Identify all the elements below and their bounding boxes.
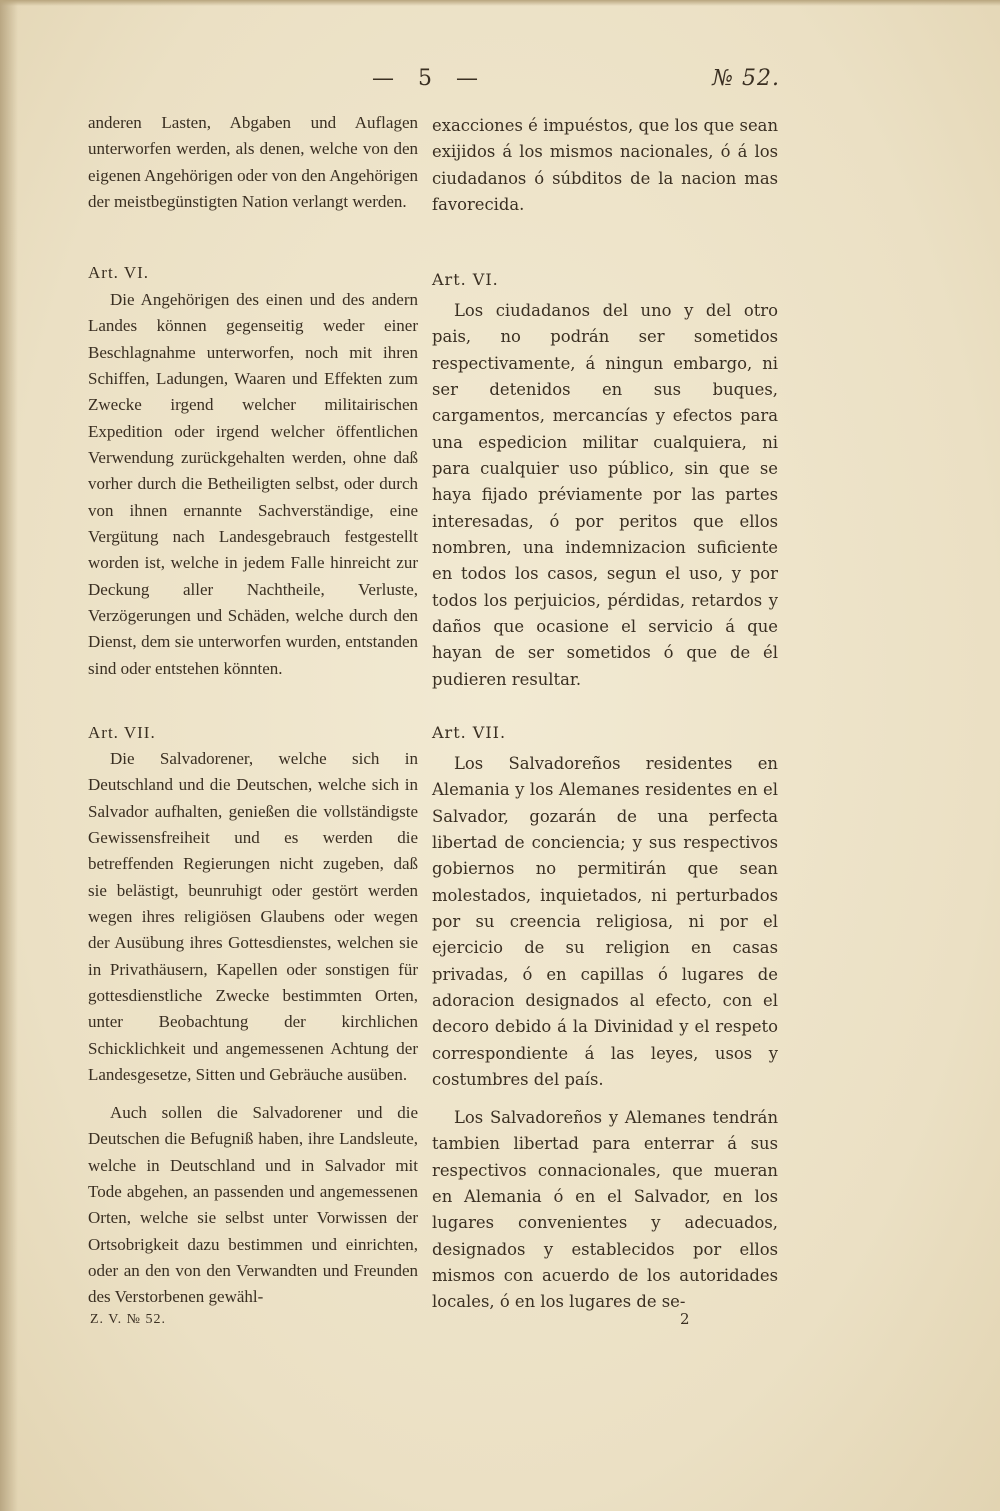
sheet-number: 2	[680, 1310, 690, 1328]
german-article-7-heading: Art. VII.	[88, 723, 156, 742]
spanish-article-7-paragraph-1: Los Salvadoreños residentes en Alemania y los Alemanes residentes en el Salvador, gozarán de una perfecta libertad de conciencia; y sus respectivos gobiernos no permitirán que sean molestados, inquietados, ni perturbados por su creencia religiosa, ni por el ejercicio de su religion en casas privadas, ó en capillas ó lugares de adoracion designados al efecto, con el decoro debido á la Divinidad y el respeto correspondiente á las leyes, usos y costumbres del país.	[432, 754, 778, 1090]
gutter-shadow	[0, 0, 18, 1511]
page-top-edge	[0, 0, 1000, 6]
page-number: 5	[418, 66, 432, 91]
spanish-article-7-paragraph-2: Los Salvadoreños y Alemanes tendrán tambien libertad para enterrar á sus respectivos connacionales, que mueran en Alemania ó en el Salvador, en los lugares convenientes y adecuados, designados y establecidos por ellos mismos con acuerdo de los autoridades locales, ó en los lugares de se-	[432, 1108, 778, 1312]
spanish-article-7-heading: Art. VII.	[432, 723, 507, 742]
header-dash-left: —	[372, 66, 394, 91]
page-header	[360, 66, 780, 96]
german-intro-paragraph: anderen Lasten, Abgaben und Auflagen unterworfen werden, als denen, welche von den eigenen Angehörigen oder von den Angehörigen der meistbegünstigten Nation verlangt werden.	[88, 113, 418, 212]
german-article-6-heading: Art. VI.	[88, 263, 150, 282]
spanish-intro-paragraph: exacciones é impuéstos, que los que sean exijidos á los mismos nacionales, ó á los ciudadanos ó súbditos de la nacion mas favorecida.	[432, 116, 778, 215]
spanish-article-6-heading: Art. VI.	[432, 270, 499, 289]
german-article-7-paragraph-2: Auch sollen die Salvadorener und die Deutschen die Befugniß haben, ihre Landsleute, welche in Deutschland und in Salvador mit Tode abgehen, an passenden und angemessenen Orten, welche sie selbst unter Vorwissen der Ortsobrigkeit dazu bestimmen und einrichten, oder an den von den Verwandten und Freunden des Verstorbenen gewähl-	[88, 1103, 418, 1307]
german-article-7-paragraph-1: Die Salvadorener, welche sich in Deutschland und die Deutschen, welche sich in Salvador aufhalten, genießen die vollständigste Gewissensfreiheit und es werden die betreffenden Regierungen nicht zugeben, daß sie belästigt, beunruhigt oder gestört werden wegen ihres religiösen Glaubens oder wegen der Ausübung ihres Gottesdienstes, welchen sie in Privathäusern, Kapellen oder sonstigen für gottesdienstliche Zwecke bestimmten Orten, unter Beobachtung der kirchlichen Schicklichkeit und angemessenen Achtung der Landesgesetze, Sitten und Gebräuche ausüben.	[88, 749, 418, 1085]
spanish-article-6-text: Los ciudadanos del uno y del otro pais, no podrán ser sometidos respectivamente, á ningun embargo, ni ser detenidos en sus buques, cargamentos, mercancías y efectos para una espedicion militar cualquiera, ni para cualquier uso público, sin que se haya fijado préviamente por las partes interesadas, ó por peritos que ellos nombren, una indemnizacion suficiente en todos los casos, segun el uso, y por todos los perjuicios, pérdidas, retardos y daños que ocasione el servicio á que hayan de ser sometidos ó que de él pudieren resultar.	[432, 301, 778, 689]
german-footer-signature: Z. V. № 52.	[90, 1312, 166, 1327]
header-dash-right: —	[456, 66, 478, 91]
document-number: № 52.	[712, 66, 780, 91]
german-article-6-text: Die Angehörigen des einen und des andern Landes können gegenseitig weder einer Beschlagnahme unterworfen, noch mit ihren Schiffen, Ladungen, Waaren und Effekten zum Zwecke irgend welcher militairischen Expedition oder irgend welcher öffentlichen Verwendung zurückgehalten werden, ohne daß vorher durch die Betheiligten selbst, oder durch von ihnen ernannte Sachverständige, eine Vergütung nach Landesgebrauch festgestellt worden ist, welche in jedem Falle hinreicht zur Deckung aller Nachtheile, Verluste, Verzögerungen und Schäden, welche durch den Dienst, dem sie unterworfen wurden, entstanden sind oder entstehen könnten.	[88, 290, 418, 678]
